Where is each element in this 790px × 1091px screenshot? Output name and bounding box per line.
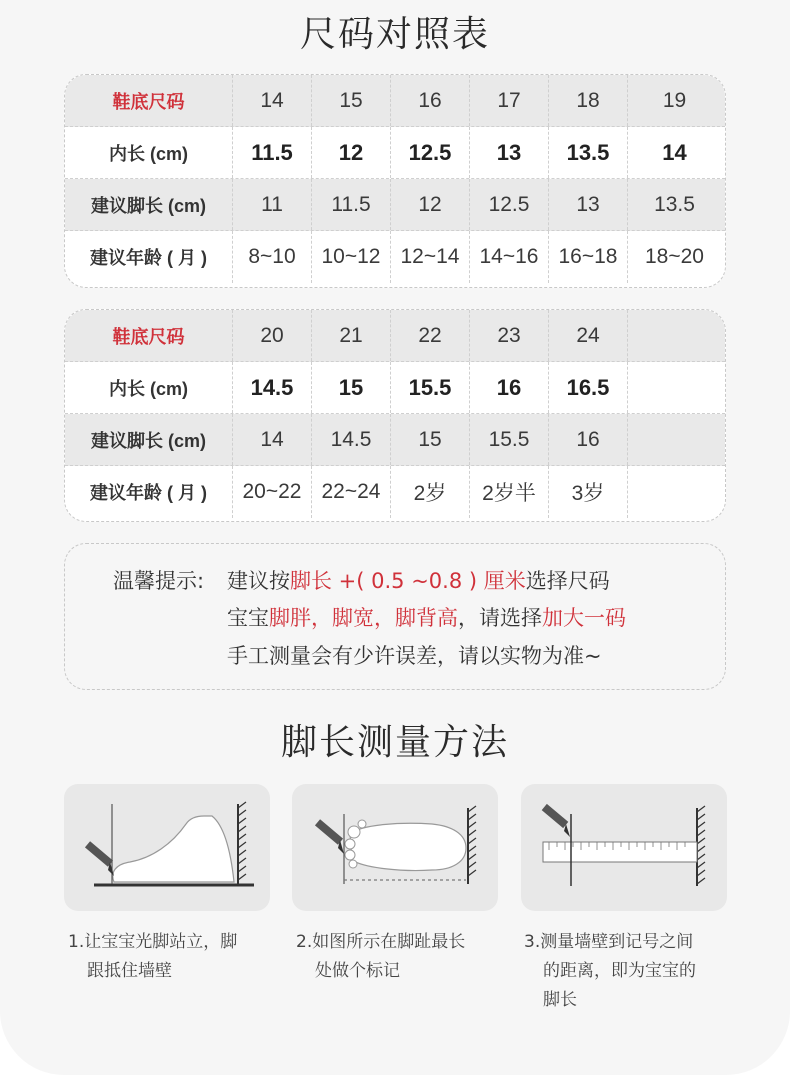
- table-row: [65, 466, 725, 518]
- step-3-text: [524, 928, 724, 1015]
- table-cell: [627, 362, 721, 413]
- table-row: [65, 231, 725, 283]
- foot-side-icon: [113, 816, 234, 882]
- tip-highlight: 加大一码: [542, 606, 626, 630]
- table-cell: 14.5: [311, 414, 390, 465]
- table-cell: 12.5: [469, 179, 548, 230]
- step-3-illustration: [521, 784, 727, 911]
- table-row: [65, 414, 725, 466]
- table-cell: 16: [548, 414, 627, 465]
- row-label: 建议脚长 (cm): [90, 195, 206, 216]
- table-cell: 20~22: [232, 466, 311, 518]
- row-label: 鞋底尺码: [112, 326, 185, 347]
- table-cell: 24: [548, 310, 627, 361]
- table-cell: 18: [548, 75, 627, 126]
- row-label: 鞋底尺码: [112, 91, 185, 112]
- tip-text: ，请选择: [458, 606, 542, 630]
- table-cell: 22: [390, 310, 469, 361]
- table-row: [65, 310, 725, 362]
- step-line: 脚长: [543, 990, 577, 1010]
- table-cell: 12.5: [390, 127, 469, 178]
- table-cell: 3岁: [548, 466, 627, 518]
- table-cell: 15: [390, 414, 469, 465]
- step-1-text: [68, 928, 268, 986]
- row-label: 建议年龄 ( 月 ): [90, 248, 207, 268]
- table-cell: 20: [232, 310, 311, 361]
- table-cell: 13: [548, 179, 627, 230]
- table-cell: 12: [311, 127, 390, 178]
- tip-highlight: 脚胖，脚宽，脚背高: [269, 606, 458, 630]
- tip-line-1: [227, 565, 610, 595]
- table-cell: 13.5: [627, 179, 721, 230]
- table-cell: 18~20: [627, 231, 721, 283]
- table-cell: 8~10: [232, 231, 311, 283]
- table-cell: 15: [311, 75, 390, 126]
- table-cell: 12~14: [390, 231, 469, 283]
- ruler-icon: [543, 842, 697, 862]
- table-cell: 16: [469, 362, 548, 413]
- tips-label: 温馨提示:: [113, 569, 205, 593]
- step-line: 1.让宝宝光脚站立，脚: [68, 932, 238, 952]
- table-cell: 14.5: [232, 362, 311, 413]
- table-cell: 15: [311, 362, 390, 413]
- table-cell: 13: [469, 127, 548, 178]
- table-row: [65, 362, 725, 414]
- table-cell: [627, 414, 721, 465]
- foot-top-icon: [345, 820, 466, 871]
- table-cell: 16~18: [548, 231, 627, 283]
- table-cell: 14: [232, 414, 311, 465]
- table-cell: 16.5: [548, 362, 627, 413]
- table-cell: [627, 466, 721, 518]
- row-label: 内长 (cm): [108, 143, 188, 164]
- method-title: 脚长测量方法: [280, 722, 509, 763]
- table-cell: 14: [232, 75, 311, 126]
- tip-text: 宝宝: [227, 606, 269, 630]
- table-cell: 12: [390, 179, 469, 230]
- tip-line-2: [227, 602, 626, 632]
- table-cell: 21: [311, 310, 390, 361]
- table-cell: 23: [469, 310, 548, 361]
- step-line: 处做个标记: [315, 961, 400, 981]
- table-cell: 13.5: [548, 127, 627, 178]
- pencil-icon: [542, 804, 570, 837]
- table-cell: 2岁: [390, 466, 469, 518]
- size-table-1: [64, 74, 726, 288]
- table-cell: 10~12: [311, 231, 390, 283]
- table-cell: [627, 310, 721, 361]
- tip-text: 选择尺码: [525, 569, 610, 593]
- row-label: 建议脚长 (cm): [90, 430, 206, 451]
- table-cell: 11: [232, 179, 311, 230]
- table-cell: 22~24: [311, 466, 390, 518]
- table-cell: 17: [469, 75, 548, 126]
- pencil-icon: [85, 841, 114, 876]
- table-cell: 15.5: [390, 362, 469, 413]
- size-table-2: [64, 309, 726, 522]
- table-row: [65, 75, 725, 127]
- wall-icon: [697, 806, 705, 886]
- table-cell: 11.5: [232, 127, 311, 178]
- step-2-illustration: [292, 784, 498, 911]
- tip-line-3: 手工测量会有少许误差，请以实物为准~: [227, 644, 602, 668]
- step-line: 的距离，即为宝宝的: [543, 961, 696, 981]
- tip-text: 建议按: [227, 569, 290, 593]
- step-line: 跟抵住墙壁: [87, 961, 172, 981]
- step-2-text: [296, 928, 496, 986]
- table-cell: 19: [627, 75, 721, 126]
- tip-highlight: 脚长 +( 0.5 ~0.8 ) 厘米: [290, 569, 526, 593]
- step-1-illustration: [64, 784, 270, 911]
- table-row: [65, 127, 725, 179]
- table-row: [65, 179, 725, 231]
- row-label: 建议年龄 ( 月 ): [90, 483, 207, 503]
- table-cell: 11.5: [311, 179, 390, 230]
- table-cell: 16: [390, 75, 469, 126]
- row-label: 内长 (cm): [108, 378, 188, 399]
- table-cell: 15.5: [469, 414, 548, 465]
- wall-icon: [468, 806, 476, 884]
- tips-box: [64, 543, 726, 690]
- table-cell: 14~16: [469, 231, 548, 283]
- table-cell: 2岁半: [469, 466, 548, 518]
- table-cell: 14: [627, 127, 721, 178]
- pencil-icon: [315, 819, 344, 854]
- page-title: 尺码对照表: [299, 14, 490, 55]
- wall-icon: [238, 802, 246, 884]
- step-line: 2.如图所示在脚趾最长: [296, 932, 466, 952]
- step-line: 3.测量墙壁到记号之间: [524, 932, 694, 952]
